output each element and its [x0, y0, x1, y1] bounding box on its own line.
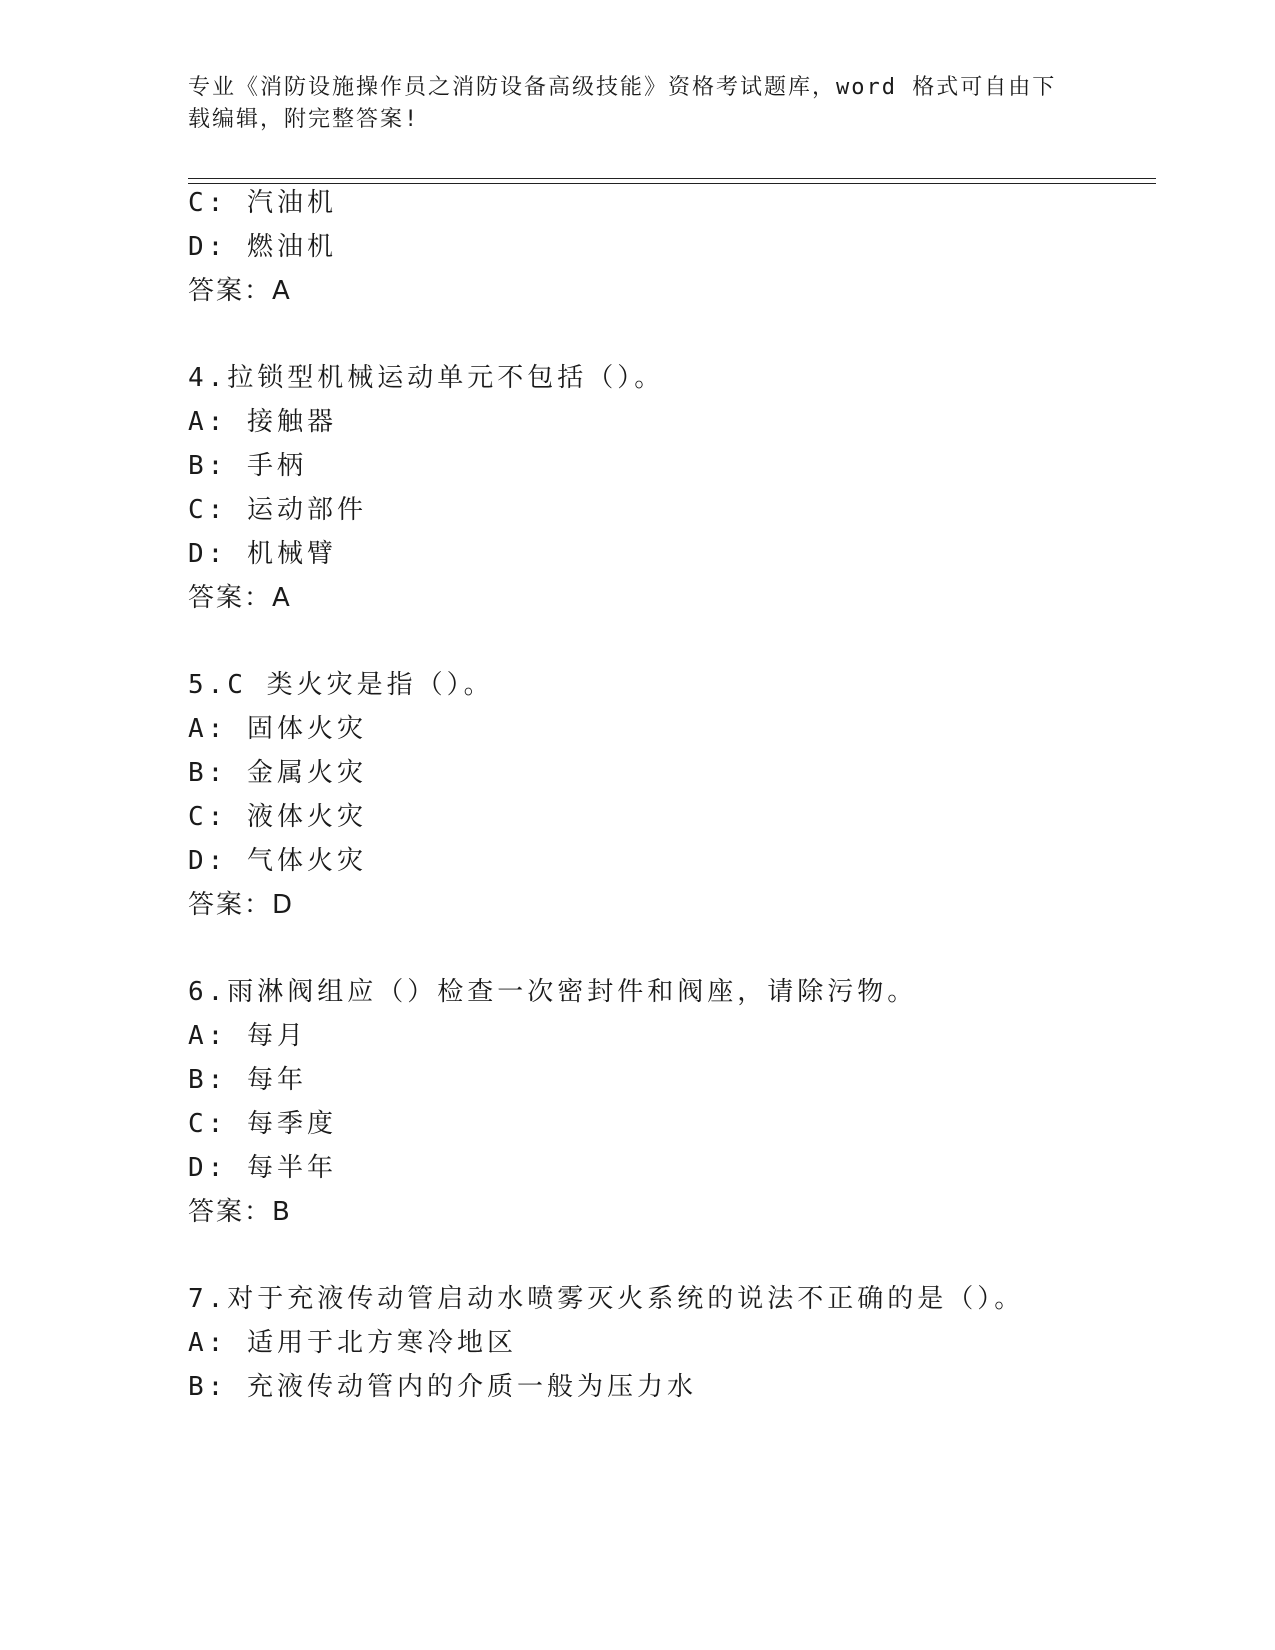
q4-option-d: D: 机械臂 [188, 539, 337, 569]
header-line-2: 载编辑，附完整答案! [188, 107, 420, 132]
q3-option-d: D: 燃油机 [188, 232, 337, 262]
q6-option-a: A: 每月 [188, 1021, 307, 1051]
q4-option-a: A: 接触器 [188, 407, 337, 437]
q3-answer: 答案：A [188, 276, 292, 306]
q6-option-c: C: 每季度 [188, 1109, 337, 1139]
q3-option-c: C: 汽油机 [188, 188, 337, 218]
q6-option-b: B: 每年 [188, 1065, 307, 1095]
q5-answer: 答案：D [188, 890, 295, 920]
q5-option-b: B: 金属火灾 [188, 758, 367, 788]
q4-question: 4.拉锁型机械运动单元不包括（）。 [188, 363, 665, 393]
header-line-1: 专业《消防设施操作员之消防设备高级技能》资格考试题库，word 格式可自由下 [188, 75, 1057, 100]
q6-option-d: D: 每半年 [188, 1153, 337, 1183]
q5-option-d: D: 气体火灾 [188, 846, 367, 876]
header-divider-top [188, 178, 1156, 179]
q4-answer: 答案：A [188, 583, 292, 613]
q5-option-a: A: 固体火灾 [188, 714, 367, 744]
document-header [188, 72, 1088, 136]
q5-question: 5.C 类火灾是指（）。 [188, 670, 494, 700]
q7-question: 7.对于充液传动管启动水喷雾灭火系统的说法不正确的是（）。 [188, 1284, 1025, 1314]
header-divider-bottom [188, 183, 1156, 184]
q4-option-b: B: 手柄 [188, 451, 307, 481]
q7-option-a: A: 适用于北方寒冷地区 [188, 1328, 517, 1358]
q5-option-c: C: 液体火灾 [188, 802, 367, 832]
q4-option-c: C: 运动部件 [188, 495, 367, 525]
q6-answer: 答案：B [188, 1197, 292, 1227]
q7-option-b: B: 充液传动管内的介质一般为压力水 [188, 1372, 697, 1402]
q6-question: 6.雨淋阀组应（）检查一次密封件和阀座，请除污物。 [188, 977, 918, 1007]
